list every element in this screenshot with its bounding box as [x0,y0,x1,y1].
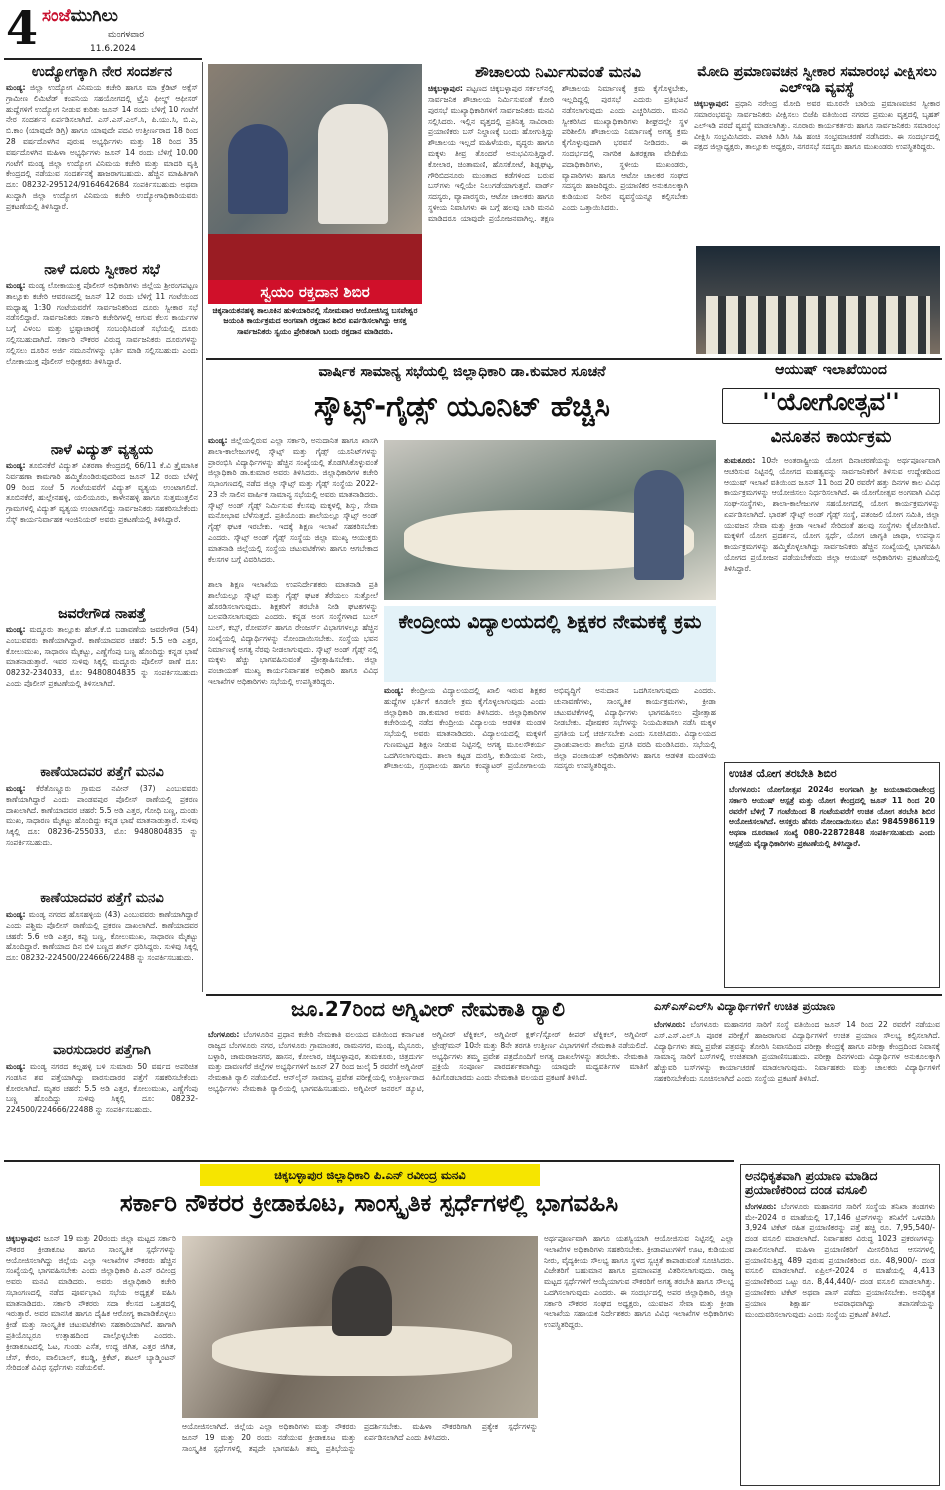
article-complaint-meeting [6,262,198,440]
headline: ಕಾಣೆಯಾದವರ ಪತ್ತೆಗೆ ಮನವಿ [40,892,164,906]
article-missing-search-1 [6,766,198,890]
sports-band: ಚಿಕ್ಕಬಳ್ಳಾಪುರ ಜಿಲ್ಲಾಧಿಕಾರಿ ಪಿ.ಎನ್ ರವೀಂದ್ರ ಮನವಿ [200,1164,540,1186]
headline: ಜವರೇಗೌಡ ನಾಪತ್ತೆ [58,606,146,622]
logo-part-2: ಮುಗಿಲು [70,6,118,26]
headline: ಕೇಂದ್ರೀಯ ವಿದ್ಯಾಲಯದಲ್ಲಿ ಶಿಕ್ಷಕರ ನೇಮಕಕ್ಕೆ ಕ್ರಮ [398,611,702,633]
headline: ಉದ್ಯೋಗಕ್ಕಾಗಿ ನೇರ ಸಂದರ್ಶನ [31,64,173,80]
scouts-headline: ಸ್ಕೌಟ್ಸ್-ಗೈಡ್ಸ್ ಯೂನಿಟ್ ಹೆಚ್ಚಿಸಿ [314,390,610,423]
yoga-kicker: ಆಯುಷ್ ಇಲಾಖೆಯಿಂದ [775,362,887,378]
headline: ನಾಳೆ ವಿದ್ಯುತ್ ವ್ಯತ್ಯಯ [50,442,154,458]
article-agniveer-rally: ಬೆಂಗಳೂರು: ಬೆಂಗಳೂರಿನ ಪ್ರಧಾನ ಕಚೇರಿ ನೇಮಕಾತಿ ವಲಯದ ವತಿಯಿಂದ ಕರ್ನಾಟಕ ರಾಜ್ಯದ ಬೆಂಗಳೂರು ನಗರ, ಬೆಂಗಳೂರು ಗ್ರಾಮಾಂತರ, ರಾಮನಗರ, ಮಂಡ್ಯ, ಮೈಸೂರು, ಬಳ್ಳಾರಿ, ಚಾಮರಾಜನಗರ, ಹಾಸನ, ಕೋಲಾರ, ಚಿಕ್ಕಬಳ್ಳಾಪುರ, ತುಮಕೂರು, ಚಿತ್ರದುರ್ಗ ಮತ್ತು ದಾವಣಗೆರೆ ಜಿಲ್ಲೆಗಳ ಅಭ್ಯರ್ಥಿಗಳಿಗೆ ಜೂನ್ 27 ರಿಂದ ಜುಲೈ 5 ರವರೆಗೆ ಅಗ್ನಿವೀರ್ ನೇಮಕಾತಿ ರ್‍ಯಾಲಿ ನಡೆಯಲಿದೆ. ಆನ್‌ಲೈನ್ ಸಾಮಾನ್ಯ ಪ್ರವೇಶ ಪರೀಕ್ಷೆಯಲ್ಲಿ ಉತ್ತೀರ್ಣರಾದ ಅಭ್ಯರ್ಥಿಗಳು ನೇಮಕಾತಿ ರ್‍ಯಾಲಿಯಲ್ಲಿ ಭಾಗವಹಿಸಬಹುದು. ಅಗ್ನಿವೀರ್ ಜನರಲ್ ಡ್ಯೂಟಿ, ಅಗ್ನಿವೀರ್ ಟೆಕ್ನಿಕಲ್, ಅಗ್ನಿವೀರ್ ಕ್ಲರ್ಕ್/ಸ್ಟೋರ್ ಕೀಪರ್ ಟೆಕ್ನಿಕಲ್, ಅಗ್ನಿವೀರ್ ಟ್ರೇಡ್ಸ್‌ಮನ್ 10ನೇ ಮತ್ತು 8ನೇ ತರಗತಿ ಉತ್ತೀರ್ಣ ವಿಭಾಗಗಳಿಗೆ ನೇಮಕಾತಿ ನಡೆಯಲಿದೆ. ಅಭ್ಯರ್ಥಿಗಳು ತಮ್ಮ ಪ್ರವೇಶ ಪತ್ರದೊಂದಿಗೆ ಅಗತ್ಯ ದಾಖಲೆಗಳನ್ನು ತರಬೇಕು. ನೇಮಕಾತಿ ಪ್ರಕ್ರಿಯೆ ಸಂಪೂರ್ಣ ಪಾರದರ್ಶಕವಾಗಿದ್ದು ಯಾವುದೇ ಮಧ್ಯವರ್ತಿಗಳ ಮಾತಿಗೆ ಕಿವಿಗೊಡಬಾರದು ಎಂದು ನೇಮಕಾತಿ ವಲಯದ ಪ್ರಕಟಣೆ ತಿಳಿಸಿದೆ. [208,1030,648,1093]
headline: ಕಾಣೆಯಾದವರ ಪತ್ತೆಗೆ ಮನವಿ [40,766,164,780]
sports-headline: ಸರ್ಕಾರಿ ನೌಕರರ ಕ್ರೀಡಾಕೂಟ, ಸಾಂಸ್ಕೃತಿಕ ಸ್ಪರ್ಧೆಗಳಲ್ಲಿ ಭಾಗವಹಿಸಿ [119,1190,619,1217]
article-body: ಮಂಡ್ಯ: ಮಂಡ್ಯ ನಗರದ ಹೊಸಹಳ್ಳಿಯ (43) ಎಂಬುವವರು ಕಾಣೆಯಾಗಿದ್ದಾರೆ ಎಂದು ಪಶ್ಚಿಮ ಪೊಲೀಸ್ ಠಾಣೆಯಲ್ಲಿ ಪ್ರಕರಣ ದಾಖಲಾಗಿದೆ. ಕಾಣೆಯಾದವರ ಚಹರೆ: 5.6 ಅಡಿ ಎತ್ತರ, ಕಪ್ಪು ಬಣ್ಣ, ಕೋಲುಮುಖ, ಸಾಧಾರಣ ಮೈಕಟ್ಟು ಹೊಂದಿದ್ದಾರೆ. ಕಾಣೆಯಾದ ದಿನ ಬಿಳಿ ಬಣ್ಣದ ಶರ್ಟ್ ಧರಿಸಿದ್ದರು. ಸುಳಿವು ಸಿಕ್ಕಲ್ಲಿ ದೂ: 08232-224500/224666/22488 ನ್ನು ಸಂಪರ್ಕಿಸಬಹುದು. [6,909,198,963]
sports-body-left: ಚಿಕ್ಕಬಳ್ಳಾಪುರ: ಜೂನ್ 19 ಮತ್ತು 20ರಂದು ಜಿಲ್ಲಾ ಮಟ್ಟದ ಸರ್ಕಾರಿ ನೌಕರರ ಕ್ರೀಡಾಕೂಟ ಹಾಗೂ ಸಾಂಸ್ಕೃತಿಕ ಸ್ಪರ್ಧೆಗಳನ್ನು ಆಯೋಜಿಸಲಾಗಿದ್ದು ಜಿಲ್ಲೆಯ ಎಲ್ಲಾ ಇಲಾಖೆಗಳ ನೌಕರರು ಹೆಚ್ಚಿನ ಸಂಖ್ಯೆಯಲ್ಲಿ ಭಾಗವಹಿಸಬೇಕು ಎಂದು ಜಿಲ್ಲಾಧಿಕಾರಿ ಪಿ.ಎನ್ ರವೀಂದ್ರ ಅವರು ಮನವಿ ಮಾಡಿದರು. ಅವರು ಜಿಲ್ಲಾಧಿಕಾರಿ ಕಚೇರಿ ಸಭಾಂಗಣದಲ್ಲಿ ನಡೆದ ಪೂರ್ವಭಾವಿ ಸಭೆಯ ಅಧ್ಯಕ್ಷತೆ ವಹಿಸಿ ಮಾತನಾಡಿದರು. ಸರ್ಕಾರಿ ನೌಕರರು ಸದಾ ಕೆಲಸದ ಒತ್ತಡದಲ್ಲಿ ಇರುತ್ತಾರೆ. ಅವರ ಮಾನಸಿಕ ಹಾಗೂ ದೈಹಿಕ ಆರೋಗ್ಯ ಕಾಪಾಡಿಕೊಳ್ಳಲು ಕ್ರೀಡೆ ಮತ್ತು ಸಾಂಸ್ಕೃತಿಕ ಚಟುವಟಿಕೆಗಳು ಸಹಕಾರಿಯಾಗಿವೆ. ಹಾಗಾಗಿ ಪ್ರತಿಯೊಬ್ಬರೂ ಉತ್ಸಾಹದಿಂದ ಪಾಲ್ಗೊಳ್ಳಬೇಕು ಎಂದರು. ಕ್ರೀಡಾಕೂಟದಲ್ಲಿ ಓಟ, ಗುಂಡು ಎಸೆತ, ಉದ್ದ ಜಿಗಿತ, ಎತ್ತರ ಜಿಗಿತ, ಚೆಸ್, ಕೇರಂ, ವಾಲಿಬಾಲ್, ಕಬಡ್ಡಿ, ಕ್ರಿಕೆಟ್, ಶಟಲ್ ಬ್ಯಾಡ್ಮಿಂಟನ್ ಸೇರಿದಂತೆ ವಿವಿಧ ಸ್ಪರ್ಧೆಗಳು ನಡೆಯಲಿವೆ. [6,1234,176,1373]
blood-donation-banner: ಸ್ವಯಂ ರಕ್ತದಾನ ಶಿಬಿರ [208,280,422,304]
article-body: ಮಂಡ್ಯ: ಕೆರೆತೊಣ್ಣೂರು ಗ್ರಾಮದ ನವೀನ್ (37) ಎಂಬುವವರು ಕಾಣೆಯಾಗಿದ್ದಾರೆ ಎಂದು ಪಾಂಡವಪುರ ಪೊಲೀಸ್ ಠಾಣೆಯಲ್ಲಿ ಪ್ರಕರಣ ದಾಖಲಾಗಿದೆ. ಕಾಣೆಯಾದವರ ಚಹರೆ: 5.5 ಅಡಿ ಎತ್ತರ, ಗೋಧಿ ಬಣ್ಣ, ದುಂಡು ಮುಖ, ಸಾಧಾರಣ ಮೈಕಟ್ಟು ಹೊಂದಿದ್ದು ಕನ್ನಡ ಭಾಷೆ ಮಾತನಾಡುತ್ತಾರೆ. ಸುಳಿವು ಸಿಕ್ಕಲ್ಲಿ ದೂ: 08236-255033, ಮೊ: 9480804835 ನ್ನು ಸಂಪರ್ಕಿಸಬಹುದು. [6,783,198,847]
modi-led-photo [696,246,940,354]
agniveer-headline: ಜೂ.27ರಿಂದ ಅಗ್ನಿವೀರ್ ನೇಮಕಾತಿ ರ್‍ಯಾಲಿ [291,998,565,1021]
article-body: ಮಂಡ್ಯ: ಮಂಡ್ಯ ಲೋಕಾಯುಕ್ತ ಪೊಲೀಸ್ ಅಧಿಕಾರಿಗಳು ಜಿಲ್ಲೆಯ ಶ್ರೀರಂಗಪಟ್ಟಣ ತಾಲ್ಲೂಕು ಕಚೇರಿ ಆವರಣದಲ್ಲಿ ಜೂನ್ 12 ರಂದು ಬೆಳಿಗ್ಗೆ 11 ಗಂಟೆಯಿಂದ ಮಧ್ಯಾಹ್ನ 1:30 ಗಂಟೆಯವರೆಗೆ ಸಾರ್ವಜನಿಕರಿಂದ ದೂರು ಸ್ವೀಕಾರ ಸಭೆ ನಡೆಸಲಿದ್ದಾರೆ. ಸಾರ್ವಜನಿಕರು ಸರ್ಕಾರಿ ಕಚೇರಿಗಳಲ್ಲಿ ಆಗುವ ಕೆಲಸ ಕಾರ್ಯಗಳ ಬಗ್ಗೆ ವಿಳಂಬ ಮತ್ತು ಭ್ರಷ್ಟಾಚಾರಕ್ಕೆ ಸಂಬಂಧಿಸಿದಂತೆ ಸಭೆಯಲ್ಲಿ ದೂರು ಸಲ್ಲಿಸಬಹುದಾಗಿದೆ. ಸರ್ಕಾರಿ ನೌಕರರ ವಿರುದ್ಧ ಸಾರ್ವಜನಿಕರು ದೂರುಗಳನ್ನು ಸಲ್ಲಿಸಲು ದೂರಿನ ಅರ್ಜಿ ನಮೂನೆಗಳನ್ನು ಭರ್ತಿ ಮಾಡಿ ಸಲ್ಲಿಸಬಹುದು ಎಂದು ಲೋಕಾಯುಕ್ತ ಪೊಲೀಸ್ ಅಧೀಕ್ಷಕರು ತಿಳಿಸಿದ್ದಾರೆ. [6,281,198,366]
article-modi-led [694,64,940,244]
sports-meeting-photo [182,1236,538,1418]
column-divider [202,62,203,992]
page-number: 4 [6,2,39,54]
yoga-headline: ''ಯೋಗೋತ್ಸವ'' [722,388,940,424]
blood-donation-caption: ಚಿಕ್ಕನಾಯಕನಹಳ್ಳಿ ತಾಲೂಕಿನ ಹುಳಿಯಾರಿನಲ್ಲಿ ಸೋಮವಾರ ಆಯೋಜಿಸಿದ್ದ ಬಸವೇಶ್ವರ ಜಯಂತಿ ಕಾರ್ಯಕ್ರಮದ ಅಂಗವಾಗಿ ರಕ್ತದಾನ ಶಿಬಿರ ಏರ್ಪಡಿಸಲಾಗಿದ್ದು ಆಸಕ್ತ ಸಾರ್ವಜನಿಕರು ಸ್ವಯಂ ಪ್ರೇರಿತರಾಗಿ ಬಂದು ರಕ್ತದಾನ ಮಾಡಿದರು. [212,306,418,336]
sports-body-bottom: ಆಯೋಜಿಸಲಾಗಿದೆ. ಜಿಲ್ಲೆಯ ಎಲ್ಲಾ ಅಧಿಕಾರಿಗಳು ಮತ್ತು ನೌಕರರು ಜೂನ್ 19 ಮತ್ತು 20 ರಂದು ನಡೆಯುವ ಕ್ರೀಡಾಕೂಟ ಮತ್ತು ಸಾಂಸ್ಕೃತಿಕ ಸ್ಪರ್ಧೆಗಳಲ್ಲಿ ತಪ್ಪದೇ ಭಾಗವಹಿಸಿ ತಮ್ಮ ಪ್ರತಿಭೆಯನ್ನು ಪ್ರದರ್ಶಿಸಬೇಕು. ಮಹಿಳಾ ನೌಕರರಿಗಾಗಿ ಪ್ರತ್ಯೇಕ ಸ್ಪರ್ಧೆಗಳನ್ನು ಏರ್ಪಡಿಸಲಾಗಿದೆ ಎಂದು ತಿಳಿಸಿದರು. [182,1422,538,1453]
article-body: ಮಂಡ್ಯ: ತೂಬಿನಕೆರೆ ವಿದ್ಯುತ್ ವಿತರಣಾ ಕೇಂದ್ರದಲ್ಲಿ 66/11 ಕೆ.ವಿ ತ್ರೈಮಾಸಿಕ ನಿರ್ವಹಣಾ ಕಾಮಗಾರಿ ಹಮ್ಮಿಕೊಂಡಿರುವುದರಿಂದ ಜೂನ್ 12 ರಂದು ಬೆಳಿಗ್ಗೆ 09 ರಿಂದ ಸಂಜೆ 5 ಗಂಟೆಯವರೆಗೆ ವಿದ್ಯುತ್ ವ್ಯತ್ಯಯ ಉಂಟಾಗಲಿದೆ. ತೂಬಿನಕೆರೆ, ಹುಲ್ಲೇನಹಳ್ಳಿ, ಯಲಿಯೂರು, ಕಾಳೇನಹಳ್ಳಿ ಹಾಗೂ ಸುತ್ತಮುತ್ತಲಿನ ಗ್ರಾಮಗಳಲ್ಲಿ ವಿದ್ಯುತ್ ವ್ಯತ್ಯಯ ಉಂಟಾಗಲಿದ್ದು ಸಾರ್ವಜನಿಕರು ಸಹಕರಿಸಬೇಕೆಂದು ಸೆಸ್ಕ್ ಕಾರ್ಯನಿರ್ವಾಹಕ ಇಂಜಿನಿಯರ್ ಅವರು ಪ್ರಕಟಣೆಯಲ್ಲಿ ತಿಳಿಸಿದ್ದಾರೆ. [6,461,198,524]
headline: ವಾರಸುದಾರರ ಪತ್ತೆಗಾಗಿ [53,1044,151,1058]
article-body: ಚಿಕ್ಕಬಳ್ಳಾಪುರ: ಪಟ್ಟಣದ ಚಿಕ್ಕಬಳ್ಳಾಪುರ ಸರ್ಕಲ್‌ನಲ್ಲಿ ಸಾರ್ವಜನಿಕ ಶೌಚಾಲಯ ನಿರ್ಮಿಸುವಂತೆ ಕೋರಿ ಪುರಸಭೆ ಮುಖ್ಯಾಧಿಕಾರಿಗಳಿಗೆ ಸಾರ್ವಜನಿಕರು ಮನವಿ ಸಲ್ಲಿಸಿದರು. ಇಲ್ಲಿನ ವೃತ್ತದಲ್ಲಿ ಪ್ರತಿನಿತ್ಯ ಸಾವಿರಾರು ಪ್ರಯಾಣಿಕರು ಬಸ್ ನಿಲ್ದಾಣಕ್ಕೆ ಬಂದು ಹೋಗುತ್ತಿದ್ದು ಶೌಚಾಲಯ ಇಲ್ಲದೆ ಮಹಿಳೆಯರು, ವೃದ್ಧರು ಹಾಗೂ ಮಕ್ಕಳು ತೀವ್ರ ತೊಂದರೆ ಅನುಭವಿಸುತ್ತಿದ್ದಾರೆ. ಕೋಲಾರ, ಚಿಂತಾಮಣಿ, ಹೊಸಕೋಟೆ, ಶಿಡ್ಲಘಟ್ಟ, ಗೌರಿಬಿದನೂರು ಮುಂತಾದ ಕಡೆಗಳಿಂದ ಬರುವ ಬಸ್‌ಗಳು ಇಲ್ಲಿಯೇ ನಿಲುಗಡೆಯಾಗುತ್ತವೆ. ವಾರ್ಡ್ ಸದಸ್ಯರು, ವ್ಯಾಪಾರಸ್ಥರು, ಆಟೋ ಚಾಲಕರು ಹಾಗೂ ಸ್ಥಳೀಯ ನಿವಾಸಿಗಳು ಈ ಬಗ್ಗೆ ಹಲವು ಬಾರಿ ಮನವಿ ಮಾಡಿದರೂ ಯಾವುದೇ ಪ್ರಯೋಜನವಾಗಿಲ್ಲ. ತಕ್ಷಣ ಶೌಚಾಲಯ ನಿರ್ಮಾಣಕ್ಕೆ ಕ್ರಮ ಕೈಗೊಳ್ಳಬೇಕು, ಇಲ್ಲದಿದ್ದಲ್ಲಿ ಪುರಸಭೆ ಎದುರು ಪ್ರತಿಭಟನೆ ನಡೆಸಲಾಗುವುದು ಎಂದು ಎಚ್ಚರಿಸಿದರು. ಮನವಿ ಸ್ವೀಕರಿಸಿದ ಮುಖ್ಯಾಧಿಕಾರಿಗಳು ಶೀಘ್ರದಲ್ಲೇ ಸ್ಥಳ ಪರಿಶೀಲಿಸಿ ಶೌಚಾಲಯ ನಿರ್ಮಾಣಕ್ಕೆ ಅಗತ್ಯ ಕ್ರಮ ಕೈಗೊಳ್ಳುವುದಾಗಿ ಭರವಸೆ ನೀಡಿದರು. ಈ ಸಂದರ್ಭದಲ್ಲಿ ನಾಗರಿಕ ಹಿತರಕ್ಷಣಾ ವೇದಿಕೆಯ ಪದಾಧಿಕಾರಿಗಳು, ಸ್ಥಳೀಯ ಮುಖಂಡರು, ವ್ಯಾಪಾರಿಗಳು ಹಾಗೂ ಆಟೋ ಚಾಲಕರ ಸಂಘದ ಸದಸ್ಯರು ಹಾಜರಿದ್ದರು. ಪ್ರಯಾಣಿಕರ ಅನುಕೂಲಕ್ಕಾಗಿ ಕುಡಿಯುವ ನೀರಿನ ವ್ಯವಸ್ಥೆಯನ್ನೂ ಕಲ್ಪಿಸಬೇಕು ಎಂದು ಒತ್ತಾಯಿಸಿದರು. [428,84,688,223]
headline: ಅನಧಿಕೃತವಾಗಿ ಪ್ರಯಾಣ ಮಾಡಿದ ಪ್ರಯಾಣಿಕರಿಂದ ದಂಡ ವಸೂಲಿ [745,1168,878,1198]
headline: ಮೋದಿ ಪ್ರಮಾಣವಚನ ಸ್ವೀಕಾರ ಸಮಾರಂಭ ವೀಕ್ಷಿಸಲು ಎಲ್‌ಇಡಿ ವ್ಯವಸ್ಥೆ [697,64,937,97]
article-job-interview [6,64,198,260]
kv-headline-box [384,606,716,682]
headline: ಶೌಚಾಲಯ ನಿರ್ಮಿಸುವಂತೆ ಮನವಿ [475,64,641,81]
scouts-body-left: ಮಂಡ್ಯ: ಜಿಲ್ಲೆಯಲ್ಲಿರುವ ಎಲ್ಲಾ ಸರ್ಕಾರಿ, ಅನುದಾನಿತ ಹಾಗೂ ಖಾಸಗಿ ಶಾಲಾ-ಕಾಲೇಜುಗಳಲ್ಲಿ ಸ್ಕೌಟ್ಸ್ ಮತ್ತು ಗೈಡ್ಸ್ ಯೂನಿಟ್‌ಗಳನ್ನು ಪ್ರಾರಂಭಿಸಿ ವಿದ್ಯಾರ್ಥಿಗಳನ್ನು ಹೆಚ್ಚಿನ ಸಂಖ್ಯೆಯಲ್ಲಿ ತೊಡಗಿಸಿಕೊಳ್ಳುವಂತೆ ಜಿಲ್ಲಾಧಿಕಾರಿ ಡಾ.ಕುಮಾರ ಅವರು ತಿಳಿಸಿದರು. ಜಿಲ್ಲಾಧಿಕಾರಿಗಳ ಕಚೇರಿ ಸಭಾಂಗಣದಲ್ಲಿ ನಡೆದ ಜಿಲ್ಲಾ ಸ್ಕೌಟ್ಸ್ ಮತ್ತು ಗೈಡ್ಸ್ ಸಂಸ್ಥೆಯ 2022-23 ನೇ ಸಾಲಿನ ವಾರ್ಷಿಕ ಸಾಮಾನ್ಯ ಸಭೆಯಲ್ಲಿ ಅವರು ಮಾತನಾಡಿದರು. ಸ್ಕೌಟ್ಸ್ ಅಂಡ್ ಗೈಡ್ಸ್ ನಿರ್ಮಿಸುವ ಕೆಲಸವು ಮಕ್ಕಳಲ್ಲಿ ಶಿಸ್ತು, ಸೇವಾ ಮನೋಭಾವ ಬೆಳೆಸುತ್ತದೆ. ಪ್ರತಿಯೊಂದು ಶಾಲೆಯಲ್ಲೂ ಸ್ಕೌಟ್ಸ್ ಅಂಡ್ ಗೈಡ್ಸ್ ಘಟಕ ಇರಬೇಕು. ಇದಕ್ಕೆ ಶಿಕ್ಷಣ ಇಲಾಖೆ ಸಹಕರಿಸಬೇಕು ಎಂದರು. ಸ್ಕೌಟ್ಸ್ ಅಂಡ್ ಗೈಡ್ಸ್ ಸಂಸ್ಥೆಯ ಜಿಲ್ಲಾ ಮುಖ್ಯ ಆಯುಕ್ತರು ಮಾತನಾಡಿ ಜಿಲ್ಲೆಯಲ್ಲಿ ಸಂಸ್ಥೆಯ ಚಟುವಟಿಕೆಗಳು ಹಾಗೂ ಆಗಬೇಕಾದ ಕೆಲಸಗಳ ಬಗ್ಗೆ ವಿವರಿಸಿದರು. [208,436,378,564]
article-body: ಚಿಕ್ಕಬಳ್ಳಾಪುರ: ಪ್ರಧಾನಿ ನರೇಂದ್ರ ಮೋದಿ ಅವರ ಮೂರನೇ ಬಾರಿಯ ಪ್ರಮಾಣವಚನ ಸ್ವೀಕಾರ ಸಮಾರಂಭವನ್ನು ಸಾರ್ವಜನಿಕರು ವೀಕ್ಷಿಸಲು ಬಿಜೆಪಿ ವತಿಯಿಂದ ನಗರದ ಪ್ರಮುಖ ವೃತ್ತದಲ್ಲಿ ಬೃಹತ್ ಎಲ್‌ಇಡಿ ಪರದೆ ವ್ಯವಸ್ಥೆ ಮಾಡಲಾಗಿತ್ತು. ನೂರಾರು ಕಾರ್ಯಕರ್ತರು ಹಾಗೂ ಸಾರ್ವಜನಿಕರು ಸಮಾರಂಭ ವೀಕ್ಷಿಸಿ ಸಂಭ್ರಮಿಸಿದರು. ಪಟಾಕಿ ಸಿಡಿಸಿ ಸಿಹಿ ಹಂಚಿ ಸಂಭ್ರಮಾಚರಣೆ ನಡೆಸಿದರು. ಈ ಸಂದರ್ಭದಲ್ಲಿ ಪಕ್ಷದ ಜಿಲ್ಲಾಧ್ಯಕ್ಷರು, ತಾಲ್ಲೂಕು ಅಧ್ಯಕ್ಷರು, ನಗರಸಭೆ ಸದಸ್ಯರು ಹಾಗೂ ಮುಖಂಡರು ಉಪಸ್ಥಿತರಿದ್ದರು. [694,99,940,152]
logo-part-1: ಸಂಜೆ [42,6,71,26]
headline: ಉಚಿತ ಯೋಗ ತರಬೇತಿ ಶಿಬಿರ [729,767,837,780]
article-missing-search-2 [6,892,198,1042]
article-body: ಮಂಡ್ಯ: ಮದ್ದೂರು ತಾಲ್ಲೂಕು ಹೆಚ್.ಕೆ.ಬಿ ಬಡಾವಣೆಯ ಜವರೇಗೌಡ (54) ಎಂಬುವವರು ಕಾಣೆಯಾಗಿದ್ದಾರೆ. ಕಾಣೆಯಾದವರ ಚಹರೆ: 5.5 ಅಡಿ ಎತ್ತರ, ಕೋಲುಮುಖ, ಸಾಧಾರಣ ಮೈಕಟ್ಟು, ಎಣ್ಣೆಗೆಂಪು ಬಣ್ಣ ಹೊಂದಿದ್ದು ಕನ್ನಡ ಭಾಷೆ ಮಾತನಾಡುತ್ತಾರೆ. ಇವರ ಸುಳಿವು ಸಿಕ್ಕಲ್ಲಿ ಮದ್ದೂರು ಪೊಲೀಸ್ ಠಾಣೆ ದೂ: 08232-234033, ಮೊ: 9480804835 ನ್ನು ಸಂಪರ್ಕಿಸಬಹುದು ಎಂದು ಪೊಲೀಸ್ ಪ್ರಕಟಣೆಯಲ್ಲಿ ತಿಳಿಸಲಾಗಿದೆ. [6,625,198,688]
article-body: ಮಂಡ್ಯ: ಮಂಡ್ಯ ನಗರದ ಕಲ್ಲಹಳ್ಳಿ ಬಳಿ ಸುಮಾರು 50 ವರ್ಷದ ಅಪರಿಚಿತ ಗಂಡಸಿನ ಶವ ಪತ್ತೆಯಾಗಿದ್ದು ವಾರಸುದಾರರ ಪತ್ತೆಗೆ ಸಹಕರಿಸಬೇಕೆಂದು ಕೋರಲಾಗಿದೆ. ಮೃತರ ಚಹರೆ: 5.5 ಅಡಿ ಎತ್ತರ, ಕೋಲುಮುಖ, ಎಣ್ಣೆಗೆಂಪು ಬಣ್ಣ ಹೊಂದಿದ್ದು ಸುಳಿವು ಸಿಕ್ಕಲ್ಲಿ ದೂ: 08232-224500/224666/22488 ನ್ನು ಸಂಪರ್ಕಿಸಬಹುದು. [6,1061,198,1115]
sports-body-mid: ಅರ್ಥಪೂರ್ಣವಾಗಿ ಹಾಗೂ ಯಶಸ್ವಿಯಾಗಿ ಆಯೋಜಿಸುವ ನಿಟ್ಟಿನಲ್ಲಿ ಎಲ್ಲಾ ಇಲಾಖೆಗಳ ಅಧಿಕಾರಿಗಳು ಸಹಕರಿಸಬೇಕು. ಕ್ರೀಡಾಪಟುಗಳಿಗೆ ಊಟ, ಕುಡಿಯುವ ನೀರು, ವೈದ್ಯಕೀಯ ಸೌಲಭ್ಯ ಹಾಗೂ ಸ್ಥಳದ ಸ್ವಚ್ಛತೆ ಕಾಪಾಡುವಂತೆ ಸೂಚಿಸಿದರು. ವಿಜೇತರಿಗೆ ಬಹುಮಾನ ಹಾಗೂ ಪ್ರಮಾಣಪತ್ರ ವಿತರಿಸಲಾಗುವುದು. ರಾಜ್ಯ ಮಟ್ಟದ ಸ್ಪರ್ಧೆಗಳಿಗೆ ಆಯ್ಕೆಯಾಗುವ ನೌಕರರಿಗೆ ಅಗತ್ಯ ತರಬೇತಿ ಹಾಗೂ ಸೌಲಭ್ಯ ಒದಗಿಸಲಾಗುವುದು ಎಂದರು. ಈ ಸಂದರ್ಭದಲ್ಲಿ ಅಪರ ಜಿಲ್ಲಾಧಿಕಾರಿ, ಜಿಲ್ಲಾ ಸರ್ಕಾರಿ ನೌಕರರ ಸಂಘದ ಅಧ್ಯಕ್ಷರು, ಯುವಜನ ಸೇವಾ ಮತ್ತು ಕ್ರೀಡಾ ಇಲಾಖೆಯ ಸಹಾಯಕ ನಿರ್ದೇಶಕರು ಹಾಗೂ ವಿವಿಧ ಇಲಾಖೆಗಳ ಅಧಿಕಾರಿಗಳು ಉಪಸ್ಥಿತರಿದ್ದರು. [544,1234,734,1330]
ticketless-travel-box: ಅನಧಿಕೃತವಾಗಿ ಪ್ರಯಾಣ ಮಾಡಿದ ಪ್ರಯಾಣಿಕರಿಂದ ದಂಡ ವಸೂಲಿ ಬೆಂಗಳೂರು: ಬೆಂಗಳೂರು ಮಹಾನಗರ ಸಾರಿಗೆ ಸಂಸ್ಥೆಯ ತನಿಖಾ ತಂಡಗಳು ಮೇ-2024 ರ ಮಾಹೆಯಲ್ಲಿ 17,146 ಟ್ರಿಪ್‌ಗಳನ್ನು ತನಿಖೆಗೆ ಒಳಪಡಿಸಿ 3,924 ಟಿಕೆಟ್ ರಹಿತ ಪ್ರಯಾಣಿಕರನ್ನು ಪತ್ತೆ ಹಚ್ಚಿ ರೂ. 7,95,540/- ದಂಡ ವಸೂಲಿ ಮಾಡಲಾಗಿದೆ. ನಿರ್ವಾಹಕರ ವಿರುದ್ಧ 1023 ಪ್ರಕರಣಗಳನ್ನು ದಾಖಲಿಸಲಾಗಿದೆ. ಮಹಿಳಾ ಪ್ರಯಾಣಿಕರಿಗೆ ಮೀಸಲಿರಿಸಿದ ಆಸನಗಳಲ್ಲಿ ಪ್ರಯಾಣಿಸುತ್ತಿದ್ದ 489 ಪುರುಷ ಪ್ರಯಾಣಿಕರಿಂದ ರೂ. 48,900/- ದಂಡ ವಸೂಲಿ ಮಾಡಲಾಗಿದೆ. ಏಪ್ರಿಲ್-2024 ರ ಮಾಹೆಯಲ್ಲಿ 4,413 ಪ್ರಯಾಣಿಕರಿಂದ ಒಟ್ಟು ರೂ. 8,44,440/- ದಂಡ ವಸೂಲಿ ಮಾಡಲಾಗಿತ್ತು. ಪ್ರಯಾಣಿಕರು ಟಿಕೆಟ್ ಅಥವಾ ಪಾಸ್ ಪಡೆದು ಪ್ರಯಾಣಿಸಬೇಕು. ಅನಧಿಕೃತ ಪ್ರಯಾಣ ಶಿಕ್ಷಾರ್ಹ ಅಪರಾಧವಾಗಿದ್ದು ತಪಾಸಣೆಯನ್ನು ಮುಂದುವರಿಸಲಾಗುವುದು ಎಂದು ಸಂಸ್ಥೆಯ ಪ್ರಕಟಣೆ ತಿಳಿಸಿದೆ. [740,1164,940,1486]
free-yoga-camp-box: ಉಚಿತ ಯೋಗ ತರಬೇತಿ ಶಿಬಿರ ಬೆಂಗಳೂರು: ಯೋಗೋತ್ಸವ 2024ರ ಅಂಗವಾಗಿ ಶ್ರೀ ಜಯಚಾಮರಾಜೇಂದ್ರ ಸರ್ಕಾರಿ ಆಯುಷ್ ಆಸ್ಪತ್ರೆ ಮತ್ತು ಯೋಗ ಕೇಂದ್ರದಲ್ಲಿ ಜೂನ್ 11 ರಿಂದ 20 ರವರೆಗೆ ಬೆಳಿಗ್ಗೆ 7 ಗಂಟೆಯಿಂದ 8 ಗಂಟೆಯವರೆಗೆ ಉಚಿತ ಯೋಗ ತರಬೇತಿ ಶಿಬಿರ ಆಯೋಜಿಸಲಾಗಿದೆ. ಆಸಕ್ತರು ಹೆಸರು ನೋಂದಾಯಿಸಲು ಮೊ: 9845986119 ಅಥವಾ ದೂರವಾಣಿ ಸಂಖ್ಯೆ 080-22872848 ಸಂಪರ್ಕಿಸಬಹುದು ಎಂದು ಆಸ್ಪತ್ರೆಯ ವೈದ್ಯಾಧಿಕಾರಿಗಳು ಪ್ರಕಟಣೆಯಲ್ಲಿ ತಿಳಿಸಿದ್ದಾರೆ. [724,762,940,988]
issue-date: 11.6.2024 [90,44,136,54]
paper-logo [42,6,212,28]
article-yoga-festival: ತುಮಕೂರು: 10ನೇ ಅಂತರಾಷ್ಟ್ರೀಯ ಯೋಗ ದಿನಾಚರಣೆಯನ್ನು ಅರ್ಥಪೂರ್ಣವಾಗಿ ಆಚರಿಸುವ ನಿಟ್ಟಿನಲ್ಲಿ ಯೋಗದ ಮಹತ್ವವನ್ನು ಸಾರ್ವಜನಿಕರಿಗೆ ತಿಳಿಸುವ ಉದ್ದೇಶದಿಂದ ಆಯುಷ್ ಇಲಾಖೆ ವತಿಯಿಂದ ಜೂನ್ 11 ರಿಂದ 20 ರವರೆಗೆ ಹತ್ತು ದಿನಗಳ ಕಾಲ ವಿವಿಧ ಕಾರ್ಯಕ್ರಮಗಳನ್ನು ಆಯೋಜಿಸಲು ನಿರ್ಧರಿಸಲಾಗಿದೆ. ಈ ಯೋಗೋತ್ಸವ ಅಂಗವಾಗಿ ವಿವಿಧ ಸಂಘ-ಸಂಸ್ಥೆಗಳು, ಶಾಲಾ-ಕಾಲೇಜುಗಳ ಸಹಯೋಗದಲ್ಲಿ ಯೋಗ ಕಾರ್ಯಕ್ರಮಗಳನ್ನು ಏರ್ಪಡಿಸಲಾಗಿದೆ. ಭಾರತ್ ಸ್ಕೌಟ್ಸ್ ಅಂಡ್ ಗೈಡ್ಸ್ ಸಂಸ್ಥೆ, ಪತಂಜಲಿ ಯೋಗ ಸಮಿತಿ, ಜಿಲ್ಲಾ ಯುವಜನ ಸೇವಾ ಮತ್ತು ಕ್ರೀಡಾ ಇಲಾಖೆ ಸೇರಿದಂತೆ ಹಲವು ಸಂಸ್ಥೆಗಳು ಕೈಜೋಡಿಸಿವೆ. ಮಕ್ಕಳಿಗೆ ಯೋಗ ಪ್ರದರ್ಶನ, ಯೋಗ ಸ್ಪರ್ಧೆ, ಯೋಗ ಜಾಗೃತಿ ಜಾಥಾ, ಉಪನ್ಯಾಸ ಕಾರ್ಯಕ್ರಮಗಳನ್ನು ಹಮ್ಮಿಕೊಳ್ಳಲಾಗಿದ್ದು ಸಾರ್ವಜನಿಕರು ಹೆಚ್ಚಿನ ಸಂಖ್ಯೆಯಲ್ಲಿ ಭಾಗವಹಿಸಿ ಯೋಗದ ಪ್ರಯೋಜನ ಪಡೆಯಬೇಕೆಂದು ಜಿಲ್ಲಾ ಆಯುಷ್ ಅಧಿಕಾರಿಗಳು ಪ್ರಕಟಣೆಯಲ್ಲಿ ತಿಳಿಸಿದ್ದಾರೆ. [724,456,940,573]
headline: ನಾಳೆ ದೂರು ಸ್ವೀಕಾರ ಸಭೆ [44,262,160,278]
scouts-meeting-photo [384,440,716,600]
sslc-headline: ಎಸ್‌ಎಸ್‌ಎಲ್‌ಸಿ ವಿದ್ಯಾರ್ಥಿಗಳಿಗೆ ಉಚಿತ ಪ್ರಯಾಣ [654,1000,836,1013]
article-toilet-request [428,64,688,354]
scouts-body-right: ಶಾಲಾ ಶಿಕ್ಷಣ ಇಲಾಖೆಯ ಉಪನಿರ್ದೇಶಕರು ಮಾತನಾಡಿ ಪ್ರತಿ ಶಾಲೆಯಲ್ಲೂ ಸ್ಕೌಟ್ಸ್ ಮತ್ತು ಗೈಡ್ಸ್ ಘಟಕ ತೆರೆಯಲು ಸುತ್ತೋಲೆ ಹೊರಡಿಸಲಾಗುವುದು. ಶಿಕ್ಷಕರಿಗೆ ತರಬೇತಿ ನೀಡಿ ಘಟಕಗಳನ್ನು ಬಲಪಡಿಸಲಾಗುವುದು ಎಂದರು. ಕನ್ನಡ ಅಂಗ ಸಂಸ್ಥೆಗಳಾದ ಬುಲ್ ಬುಲ್, ಕಬ್ಸ್, ರೋವರ್ಸ್ ಹಾಗೂ ರೇಂಜರ್ಸ್ ವಿಭಾಗಗಳಲ್ಲೂ ಹೆಚ್ಚಿನ ಸಂಖ್ಯೆಯಲ್ಲಿ ವಿದ್ಯಾರ್ಥಿಗಳನ್ನು ನೋಂದಾಯಿಸಬೇಕು. ಸಂಸ್ಥೆಯ ಭವನ ನಿರ್ಮಾಣಕ್ಕೆ ಅಗತ್ಯ ನೆರವು ನೀಡಲಾಗುವುದು. ಸ್ಕೌಟ್ಸ್ ಅಂಡ್ ಗೈಡ್ಸ್ ನಲ್ಲಿ ಮಕ್ಕಳು ಹೆಚ್ಚು ಭಾಗವಹಿಸುವಂತೆ ಪ್ರೋತ್ಸಾಹಿಸಬೇಕು. ಜಿಲ್ಲಾ ಪಂಚಾಯತ್ ಮುಖ್ಯ ಕಾರ್ಯನಿರ್ವಾಹಕ ಅಧಿಕಾರಿ ಹಾಗೂ ವಿವಿಧ ಇಲಾಖೆಗಳ ಅಧಿಕಾರಿಗಳು ಸಭೆಯಲ್ಲಿ ಉಪಸ್ಥಿತರಿದ್ದರು. [208,580,378,687]
weekday: ಮಂಗಳವಾರ [108,30,145,40]
masthead-rule [4,58,202,60]
article-body: ಮಂಡ್ಯ: ಜಿಲ್ಲಾ ಉದ್ಯೋಗ ವಿನಿಮಯ ಕಚೇರಿ ಹಾಗೂ ಮಾ ಕ್ರೆಡಿಟ್ ಅಕ್ಸೆಸ್ ಗ್ರಾಮೀಣ ಲಿಮಿಟೆಡ್ ಕಂಪನಿಯ ಸಹಯೋಗದಲ್ಲಿ ಟ್ರೈನಿ ಫೀಲ್ಡ್ ಆಫೀಸರ್ ಹುದ್ದೆಗಳಿಗೆ ಉದ್ಯೋಗ ನೀಡುವ ಕುರಿತು ಜೂನ್ 14 ರಂದು ಬೆಳಿಗ್ಗೆ 10 ಗಂಟೆಗೆ ನೇರ ಸಂದರ್ಶನ ಏರ್ಪಡಿಸಲಾಗಿದೆ. ಎಸ್.ಎಸ್.ಎಲ್.ಸಿ, ಪಿ.ಯು.ಸಿ, ಬಿ.ಎ, ಬಿ.ಕಾಂ (ಯಾವುದೇ ಡಿಗ್ರಿ) ಹಾಗೂ ಯಾವುದೇ ಪದವಿ ಉತ್ತೀರ್ಣರಾದ 18 ರಿಂದ 28 ವರ್ಷದೊಳಗಿನ ಪುರುಷ ಅಭ್ಯರ್ಥಿಗಳು ಮತ್ತು 18 ರಿಂದ 35 ವರ್ಷದೊಳಗಿನ ಮಹಿಳಾ ಅಭ್ಯರ್ಥಿಗಳು ಜೂನ್ 14 ರಂದು ಬೆಳಿಗ್ಗೆ 10.00 ಗಂಟೆಗೆ ಮಂಡ್ಯ ಜಿಲ್ಲಾ ಉದ್ಯೋಗ ವಿನಿಮಯ ಕಚೇರಿ ಮತ್ತು ಮಾದರಿ ವೃತ್ತಿ ಕೇಂದ್ರದಲ್ಲಿ ನಡೆಯುವ ಸಂದರ್ಶನಕ್ಕೆ ಹಾಜರಾಗಬಹುದು. ಹೆಚ್ಚಿನ ಮಾಹಿತಿಗಾಗಿ ದೂ: 08232-295124/9164642684 ಸಂಪರ್ಕಿಸಬಹುದು ಅಥವಾ ಖುದ್ದಾಗಿ ಜಿಲ್ಲಾ ಉದ್ಯೋಗ ವಿನಿಮಯ ಕಚೇರಿ ಉದ್ಯೋಗಾಧಿಕಾರಿಯವರು ಪ್ರಕಟಣೆಯಲ್ಲಿ ತಿಳಿಸಿದ್ದಾರೆ. [6,83,198,211]
section-rule [206,994,942,996]
scouts-kicker: ವಾರ್ಷಿಕ ಸಾಮಾನ್ಯ ಸಭೆಯಲ್ಲಿ ಜಿಲ್ಲಾಧಿಕಾರಿ ಡಾ.ಕುಮಾರ ಸೂಚನೆ [318,364,606,380]
article-power-cut [6,442,198,604]
article-heirs-search [6,1044,198,1156]
article-missing-javaregowda [6,606,198,764]
blood-donation-photo [208,64,422,280]
article-sslc-free-travel: ಬೆಂಗಳೂರು: ಬೆಂಗಳೂರು ಮಹಾನಗರ ಸಾರಿಗೆ ಸಂಸ್ಥೆ ವತಿಯಿಂದ ಜೂನ್ 14 ರಿಂದ 22 ರವರೆಗೆ ನಡೆಯುವ ಎಸ್.ಎಸ್.ಎಲ್.ಸಿ ಪೂರಕ ಪರೀಕ್ಷೆಗೆ ಹಾಜರಾಗುವ ವಿದ್ಯಾರ್ಥಿಗಳಿಗೆ ಉಚಿತ ಪ್ರಯಾಣ ಸೌಲಭ್ಯ ಕಲ್ಪಿಸಲಾಗಿದೆ. ವಿದ್ಯಾರ್ಥಿಗಳು ತಮ್ಮ ಪ್ರವೇಶ ಪತ್ರವನ್ನು ತೋರಿಸಿ ನಿವಾಸದಿಂದ ಪರೀಕ್ಷಾ ಕೇಂದ್ರಕ್ಕೆ ಹಾಗೂ ಪರೀಕ್ಷಾ ಕೇಂದ್ರದಿಂದ ನಿವಾಸಕ್ಕೆ ಸಾಮಾನ್ಯ ಸಾರಿಗೆ ಬಸ್‌ಗಳಲ್ಲಿ ಉಚಿತವಾಗಿ ಪ್ರಯಾಣಿಸಬಹುದು. ಪರೀಕ್ಷಾ ದಿನಗಳಂದು ವಿದ್ಯಾರ್ಥಿಗಳ ಅನುಕೂಲಕ್ಕಾಗಿ ಹೆಚ್ಚುವರಿ ಬಸ್‌ಗಳನ್ನು ಕಾರ್ಯಾಚರಣೆ ಮಾಡಲಾಗುವುದು. ನಿರ್ವಾಹಕರು ಮತ್ತು ಚಾಲಕರು ವಿದ್ಯಾರ್ಥಿಗಳಿಗೆ ಸಹಕರಿಸಬೇಕೆಂದು ಸೂಚಿಸಲಾಗಿದೆ ಎಂದು ಸಂಸ್ಥೆಯ ಪ್ರಕಟಣೆ ತಿಳಿಸಿದೆ. [654,1020,940,1083]
yoga-subheadline: ವಿನೂತನ ಕಾರ್ಯಕ್ರಮ [770,428,892,447]
article-kendriya-vidyalaya: ಮಂಡ್ಯ: ಕೇಂದ್ರೀಯ ವಿದ್ಯಾಲಯದಲ್ಲಿ ಖಾಲಿ ಇರುವ ಶಿಕ್ಷಕರ ಹುದ್ದೆಗಳ ಭರ್ತಿಗೆ ಕೂಡಲೇ ಕ್ರಮ ಕೈಗೊಳ್ಳಲಾಗುವುದು ಎಂದು ಜಿಲ್ಲಾಧಿಕಾರಿ ಡಾ.ಕುಮಾರ ಅವರು ತಿಳಿಸಿದರು. ಜಿಲ್ಲಾಧಿಕಾರಿಗಳ ಕಚೇರಿಯಲ್ಲಿ ನಡೆದ ಕೇಂದ್ರೀಯ ವಿದ್ಯಾಲಯ ಆಡಳಿತ ಮಂಡಳಿ ಸಭೆಯಲ್ಲಿ ಅವರು ಮಾತನಾಡಿದರು. ವಿದ್ಯಾಲಯದಲ್ಲಿ ಮಕ್ಕಳಿಗೆ ಗುಣಮಟ್ಟದ ಶಿಕ್ಷಣ ನೀಡುವ ನಿಟ್ಟಿನಲ್ಲಿ ಅಗತ್ಯ ಮೂಲಸೌಕರ್ಯ ಒದಗಿಸಲಾಗುವುದು. ಶಾಲಾ ಕಟ್ಟಡ ದುರಸ್ತಿ, ಕುಡಿಯುವ ನೀರು, ಶೌಚಾಲಯ, ಗ್ರಂಥಾಲಯ ಹಾಗೂ ಕಂಪ್ಯೂಟರ್ ಪ್ರಯೋಗಾಲಯ ಅಭಿವೃದ್ಧಿಗೆ ಅನುದಾನ ಒದಗಿಸಲಾಗುವುದು ಎಂದರು. ಚುನಾವಣೆಗಳು, ಸಾಂಸ್ಕೃತಿಕ ಕಾರ್ಯಕ್ರಮಗಳು, ಕ್ರೀಡಾ ಚಟುವಟಿಕೆಗಳಲ್ಲಿ ವಿದ್ಯಾರ್ಥಿಗಳು ಭಾಗವಹಿಸಲು ಪ್ರೋತ್ಸಾಹ ನೀಡಬೇಕು. ಪೋಷಕರ ಸಭೆಗಳನ್ನು ನಿಯಮಿತವಾಗಿ ನಡೆಸಿ ಮಕ್ಕಳ ಪ್ರಗತಿಯ ಬಗ್ಗೆ ಚರ್ಚಿಸಬೇಕು ಎಂದು ಸೂಚಿಸಿದರು. ವಿದ್ಯಾಲಯದ ಪ್ರಾಂಶುಪಾಲರು ಶಾಲೆಯ ಪ್ರಗತಿ ವರದಿ ಮಂಡಿಸಿದರು. ಸಭೆಯಲ್ಲಿ ಜಿಲ್ಲಾ ಪಂಚಾಯತ್ ಅಧಿಕಾರಿಗಳು ಹಾಗೂ ಆಡಳಿತ ಮಂಡಳಿಯ ಸದಸ್ಯರು ಉಪಸ್ಥಿತರಿದ್ದರು. [384,686,716,771]
section-rule [206,358,942,360]
section-rule [4,1160,734,1162]
